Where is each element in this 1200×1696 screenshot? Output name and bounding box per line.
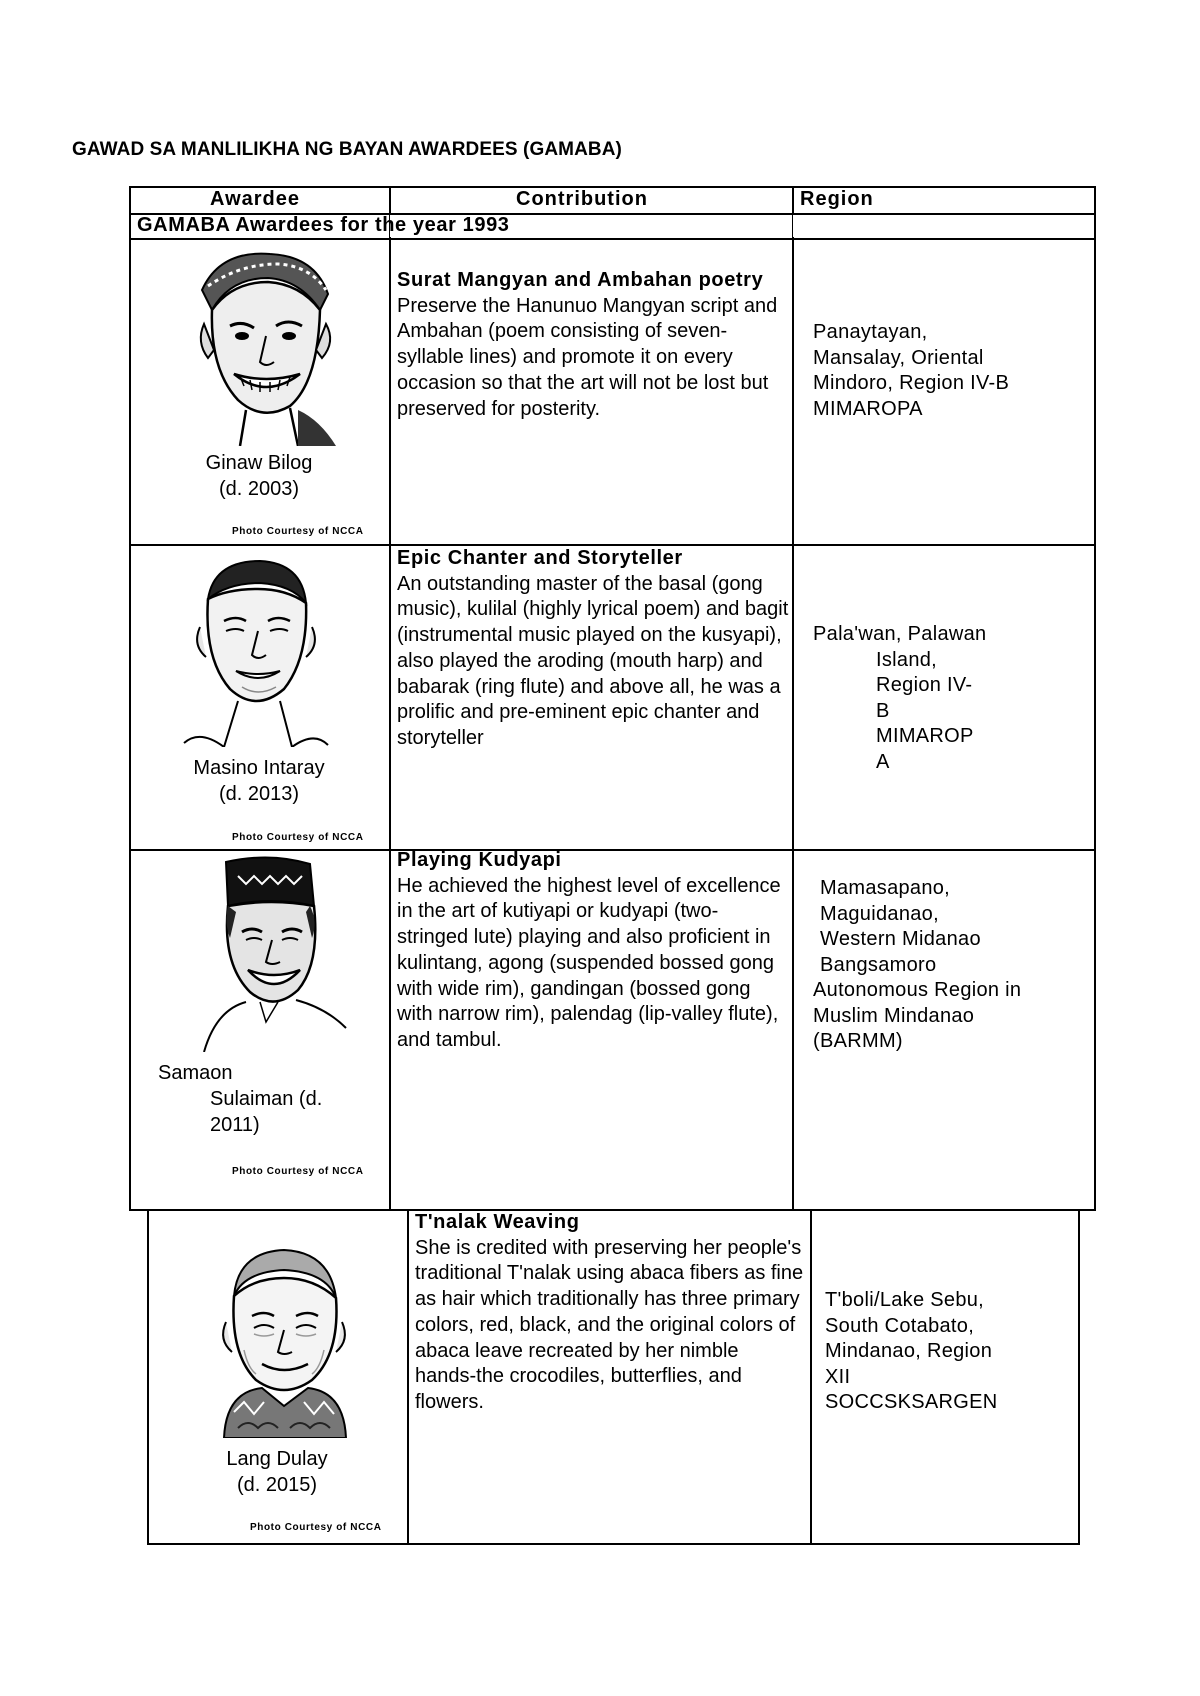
region-line: Mamasapano,	[820, 877, 951, 899]
contribution-text: An outstanding master of the basal (gong music), kulilal (highly lyrical poem) and bagit (instrumental music played on the kusyapi), also played the aroding (mouth harp) and babarak (ring flute) and above all, he was a prolific and pre-eminent epic chanter and storyteller	[397, 572, 789, 749]
region-cell	[825, 1288, 1065, 1416]
awardee-death-year: (d. 2015)	[236, 1474, 318, 1496]
region-line: B	[876, 699, 890, 722]
contribution-title: Playing Kudyapi	[397, 849, 562, 871]
portrait-masino-intaray	[180, 555, 330, 747]
region-line: T'boli/Lake Sebu,	[825, 1289, 985, 1311]
region-line: Bangsamoro	[820, 953, 937, 976]
region-line: (BARMM)	[813, 1030, 903, 1052]
contribution-title: T'nalak Weaving	[415, 1211, 580, 1233]
region-line: A	[876, 750, 890, 773]
contribution-text: She is credited with preserving her people's traditional T'nalak using abaca fibers as fine as hair which traditionally has three primary colors, red, black, and the original colors of abaca leave recreated by her nimble hands-the crocodiles, butterflies, and flowers.	[415, 1236, 804, 1413]
photo-credit: Photo Courtesy of NCCA	[232, 1166, 364, 1177]
region-line: Autonomous Region in	[813, 979, 1022, 1001]
awardee-name: Ginaw Bilog	[205, 452, 313, 474]
region-line: Muslim Mindanao	[813, 1004, 975, 1027]
column-divider	[792, 188, 794, 1209]
awardee-name	[158, 1060, 378, 1138]
region-line: Region IV-	[876, 674, 973, 696]
region-cell	[813, 622, 1083, 775]
awardee-name-line: Sulaiman (d.	[210, 1088, 323, 1110]
awardee-name: Masino Intaray	[193, 757, 325, 779]
photo-credit: Photo Courtesy of NCCA	[250, 1522, 382, 1533]
document-title: GAWAD SA MANLILIKHA NG BAYAN AWARDEES (GAMABA)	[72, 139, 622, 160]
contribution-text: He achieved the highest level of excellence in the art of kutiyapi or kudyapi (two-stringed lute) playing and also proficient in kulintang, agong (suspended bossed gong with wide rim), gandingan (bossed gong with narrow rim), palendag (lip-valley flute), and tambul.	[397, 874, 781, 1051]
column-divider	[810, 1211, 812, 1543]
region-line: MIMAROP	[876, 725, 974, 747]
region-line: Mindoro, Region IV-B	[813, 372, 1010, 394]
contribution-title: Epic Chanter and Storyteller	[397, 547, 683, 569]
region-line: MIMAROPA	[813, 397, 923, 420]
contribution-text: Preserve the Hanunuo Mangyan script and Ambahan (poem consisting of seven-syllable lines) and promote it on every occasion so that the art will not be lost but preserved for posterity.	[397, 294, 778, 420]
header-contribution: Contribution	[516, 188, 648, 210]
region-line: Mansalay, Oriental	[813, 346, 984, 369]
portrait-lang-dulay	[204, 1242, 364, 1438]
portrait-ginaw-bilog	[190, 250, 340, 446]
region-cell	[813, 876, 1093, 1055]
contribution-cell	[397, 546, 789, 752]
contribution-title: Surat Mangyan and Ambahan poetry	[397, 269, 764, 291]
header-awardee: Awardee	[210, 188, 301, 210]
header-region: Region	[800, 188, 874, 210]
contribution-cell	[397, 848, 789, 1054]
row-divider	[131, 238, 1094, 240]
awardee-death-year: (d. 2013)	[218, 783, 300, 805]
year-row-label: GAMABA Awardees for the year 1993	[137, 214, 510, 236]
region-line: Panaytayan,	[813, 321, 928, 343]
awardee-name-line: 2011)	[210, 1114, 260, 1136]
awardee-name-line: Samaon	[158, 1062, 233, 1084]
awardee-name: Lang Dulay	[226, 1448, 328, 1470]
contribution-cell	[415, 1210, 805, 1416]
region-line: Maguidanao,	[820, 902, 939, 925]
region-line: South Cotabato,	[825, 1314, 975, 1337]
region-line: Western Midanao	[820, 928, 981, 950]
region-line: XII	[825, 1365, 851, 1388]
photo-credit: Photo Courtesy of NCCA	[232, 526, 364, 537]
region-line: SOCCSKSARGEN	[825, 1391, 998, 1413]
column-divider	[407, 1211, 409, 1543]
region-line: Mindanao, Region	[825, 1340, 993, 1362]
awardee-death-year: (d. 2003)	[218, 478, 300, 500]
region-line: Pala'wan, Palawan	[813, 623, 987, 645]
region-line: Island,	[876, 648, 938, 671]
contribution-cell	[397, 268, 789, 422]
column-divider	[389, 188, 391, 1209]
photo-credit: Photo Courtesy of NCCA	[232, 832, 364, 843]
portrait-samaon-sulaiman	[186, 852, 350, 1052]
region-cell	[813, 320, 1083, 422]
